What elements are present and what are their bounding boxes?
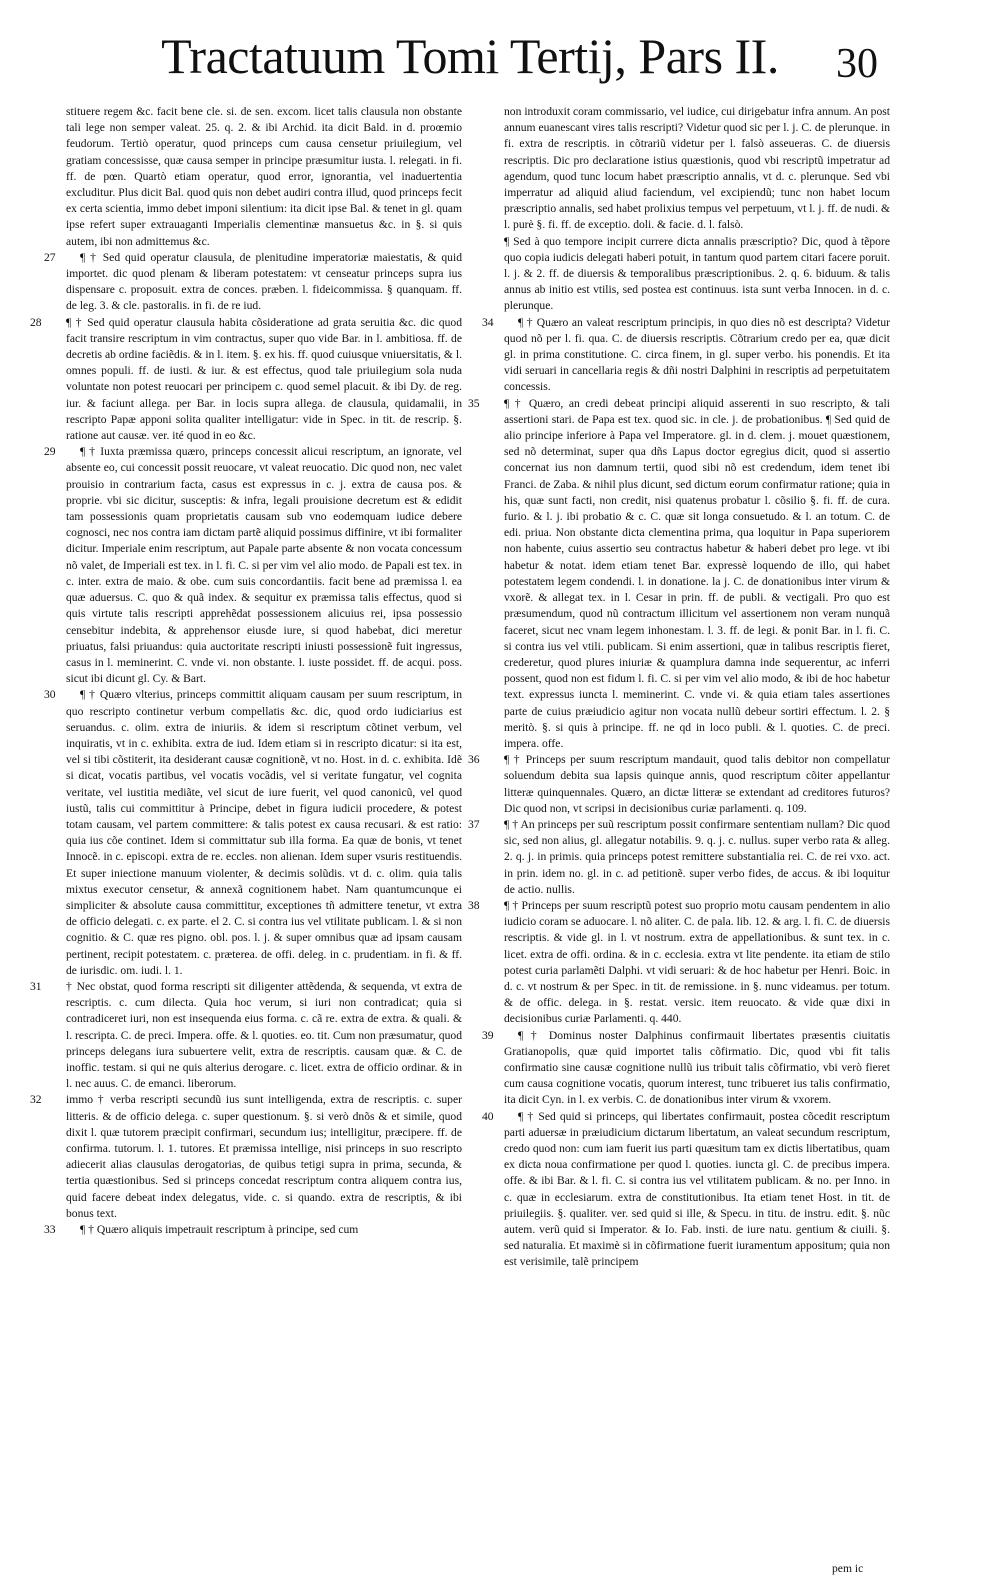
- paragraph: [482, 315, 890, 396]
- paragraph: [468, 396, 890, 752]
- section-number: 37: [468, 817, 480, 831]
- paragraph-text: ¶ † Quæro an valeat rescriptum principis, in quo dies nõ est descripta? Videtur quod nõ per l. fi. qua. C. de diuersis rescriptis. Cõtrarium credo per ea, quæ dicit gl. in prima constitutione. C. circa finem, in gl. super verbo. his ponendis. Et ita vidi seruari in cancellaria regis & dñi nostri Dalphini in rescriptis ad perpetuitatem concessis.: [504, 315, 890, 394]
- section-number: 28: [30, 315, 42, 329]
- paragraph-text: ¶ † Quæro aliquis impetrauit rescriptum à principe, sed cum: [80, 1223, 359, 1237]
- paragraph: [44, 687, 462, 979]
- running-title: Tractatuum Tomi Tertij, Pars II.: [161, 28, 779, 84]
- paragraph: [468, 752, 890, 817]
- paragraph-text: ¶ † Sed quid operatur clausula, de plenitudine imperatoriæ maiestatis, & quid importet. dic quod plenam & liberam potestatem: vt censeatur princeps supra ius dispensare c. proposuit. extra de conces. præben. l. fideicommissa. § quanquam. ff. de leg. 3. & cle. pastoralis. in fi. de re iud.: [66, 250, 462, 313]
- paragraph-text: ¶ † An princeps per suũ rescriptum possit confirmare sententiam nullam? Dic quod sic, sed non alius, gl. allegatur notabilis. 9. q. j. c. nullus. super verbo rata & alleg. 2. q. j. in primis. quia princeps potest remittere substantialia rei. C. de rei vxo. act. in prin. idem no. gl. in c. ad petitionẽ. super verbo fides, de accus. & ibi loquitur de actio. nullis.: [504, 817, 890, 896]
- section-number: 32: [30, 1093, 42, 1107]
- paragraph: [30, 979, 462, 1092]
- paragraph-text: immo † verba rescripti secundũ ius sunt intelligenda, extra de rescriptis. c. super litteris. & de officio delega. c. super questionum. §. si verò dnõs & et simile, quod dixit l. quæ tutorem præcipit confirmari, secundum ius; intelligitur, præcipere. ff. de confirma. tutorum. l. 1. tutores. Et præmissa intellige, nisi princeps in suo rescripto adiecerit alias clausulas derogatorias, de quibus tetigi supra in prima, secunda, & tertia quæstionibus. Sed si princeps concedat rescriptum contra aliquem contra ius, quid facere debeat index delegatus, vide. c. si quando. extra de rescriptis, & ibi bonus text.: [66, 1093, 462, 1220]
- paragraph: [30, 1092, 462, 1222]
- left-text-column: [30, 104, 462, 1238]
- paragraph-text: ¶ † Dominus noster Dalphinus confirmauit libertates præsentis ciuitatis Gratianopolis, quæ quid importet talis cõfirmatio. Dic, quod vbi fit talis confirmatio sine causæ cognitione nullũ ius tribuit talis cõfirmatio, vbi verò fieret cum causa cognitione vocatis, quorum interest, tunc tribueret ius talis confirmatio, ita dicit Cyn. in l. ex verbis. C. de donationibus inter virum & vxorem.: [504, 1028, 890, 1107]
- paragraph-text: ¶ † Sed quid operatur clausula habita cõsideratione ad grata seruitia &c. dic quod facit transire rescriptum in vim contractus, super quo vide Bar. in l. ambitiosa. ff. de decretis ab ordine faciẽdis. & in l. item. §. ex his. ff. quod cuiusque vniuersitatis, & l. omnes populi. ff. de iusti. & iur. & est effectus, quod tale priuilegium sola nuda voluntate non potest reuocari per principem c. quod semel placuit. & ibi Dy. de reg. iur. & faciunt allega. per Bar. in locis supra allega. de clausula, quidamalii, in rescripto Papæ apponi solita qualiter intelligatur: vide in Spec. in tit. de rescrip. §. ratione aut causæ. ver. ité quod in eo &c.: [66, 315, 462, 443]
- paragraph-text: ¶ † Iuxta præmissa quæro, princeps concessit alicui rescriptum, an ignorate, vel absente eo, cui concessit possit reuocare, vt valeat reuocatio. Dic quod non, nec valet prouisio in contrarium facta, casus est expressus in c. j. extra de causa pos. & proprie. vbi sic dicitur, susceptis: & infra, legali prouisione decretum est & edidit tam possessionis quam proprietatis causam sub vno eodemquam iudice debere cognosci, nec nos contra iam dictam partẽ aliquid possimus diffinire, vt ibi formaliter dicitur. Imperiale enim rescriptum, aut Papale parte absente & non vocata concessum nõ valet, de Imperiali est tex. in l. fi. C. si per vim vel alio modo. de Papali est tex. in c. inter. extra de maio. & obe. cum suis concordantiis. facit bene ad præmissa l. ea quæ aduersus. C. quo & quã index. & sequitur ex præmissa talis effectus, quod si quis virtute talis rescripti apprehẽdat possessionem alicuius rei, ipsa possessio censebitur indebita, & apprehensor eiusde iure, si quod habebat, dici meretur priuatus, falsi priuandus: quia auctoritate rescripti iniusti possessionẽ fuit ingressus, casus in l. meminerint. C. vnde vi. non obstante. l. iuste possidet. ff. de acqui. poss. sicut ibi dicunt gl. Cy. & Bart.: [66, 445, 462, 686]
- section-number: 27: [44, 250, 56, 264]
- paragraph: [468, 817, 890, 898]
- paragraph: [482, 1109, 890, 1271]
- catchword: pem ic: [832, 1562, 864, 1575]
- paragraph-text: non introduxit coram commissario, vel iudice, cui dirigebatur infra annum. An post annum euanescant vires talis rescripti? Videtur quod sic per l. j. C. de plerunque. in fi. extra de rescriptis. in cõtrariũ videtur per l. falsò asseueras. C. de diuersis rescriptis. Dic pro declaratione istius quæstionis, quod vbi rescriptũ impetratur ad agendum, quod tunc locum habet præscriptio annalis, vt d. c. plerunque. Sed vbi imperratur ad aliquid aliud faciendum, vel excipiendũ; tunc non habet locum præscriptio annalis, sed habet prolixius tempus vel perpetuum, vt l. j. ff. de nudi. & l. purè §. fi. ff. de exceptio. doli. & facie. d. l. falsò.: [504, 105, 890, 232]
- paragraph: [30, 315, 462, 445]
- paragraph: [44, 1222, 462, 1238]
- right-text-column: [468, 104, 890, 1271]
- paragraph: [504, 234, 890, 315]
- section-number: 31: [30, 979, 42, 993]
- section-number: 40: [482, 1109, 494, 1123]
- section-number: 36: [468, 753, 480, 767]
- section-number: 35: [468, 396, 480, 410]
- section-number: 39: [482, 1028, 494, 1042]
- paragraph-text: ¶ † Princeps per suum rescriptũ potest suo proprio motu causam pendentem in alio iudicio coram se aduocare. l. nõ aliter. C. de pala. lib. 12. & arg. l. fi. C. de diuersis rescriptis. & vide gl. in l. vt nostrum. extra de appellationibus. & sunt tex. in c. licet. extra de offi. ordina. & in c. ecclesia. extra vt lite pendente. ita etiam de stilo potest curia parlamẽti Dalphi. vt vidi seruari: & de hoc habetur per Henri. Boic. in d. c. vt nostrum & per Spec. in tit. de remissione. in §. nunc videamus. per totum. & de offic. delega. in §. restat. versic. item reuocato. & vide quæ dixi in decisionibus curiæ Parlamenti. q. 440.: [504, 898, 890, 1026]
- section-number: 29: [44, 445, 56, 459]
- paragraph-text: ¶ Sed à quo tempore incipit currere dicta annalis præscriptio? Dic, quod à tẽpore quo copia iudicis delegati haberi potuit, in tantum quod partem citari facere poruit. l. j. & 2. ff. de diuersis & temporalibus præscriptionibus. 2. q. 6. biduum. & talis annus ab initio est vtilis, sed postea est continuus. ista sunt verba Innocen. in d. c. plerunque.: [504, 234, 890, 313]
- paragraph-text: stituere regem &c. facit bene cle. si. de sen. excom. licet talis clausula non obstante tali lege non semper valeat. 25. q. 2. & ibi Archid. ita dicit Bald. in d. proœmio feudorum. Tertiò operatur, quod princeps cum causa censetur priuilegium, vel gratiam concessisse, quæ causa semper in principe præsumitur iusta. l. relegati. in fi. ff. de pœn. Quartò etiam operatur, quod error, ignorantia, vel inaduertentia excluditur. Plus dicit Bal. quod quis non debet audiri contra illud, quod princeps fecit ex certa scientia, immo debet imponi silentium: ita dicit ipse Bal. & tenet in gl. quam ipse refert super extrauaganti Imperialis clementinæ mansuetus &c. in §. si quis autem, ibi non admittemus &c.: [66, 105, 462, 248]
- paragraph: [468, 898, 890, 1028]
- section-number: 30: [44, 688, 56, 702]
- section-number: 33: [44, 1223, 56, 1237]
- paragraph: [44, 250, 462, 315]
- section-number: 38: [468, 898, 480, 912]
- paragraph-text: ¶ † Princeps per suum rescriptum mandauit, quod talis debitor non compellatur soluendum debita sua lapsis quinque annis, quod rescriptum cõiter appellantur litteræ quinquennales. Quæro, an dictæ litteræ se extendant ad creditores futuros? Dic quod non, vt scripsi in decisionibus curiæ parlamenti. q. 109.: [504, 753, 890, 815]
- page-number: 30: [836, 41, 878, 87]
- paragraph: [44, 444, 462, 687]
- paragraph-text: ¶ † Quæro, an credi debeat principi aliquid asserenti in suo rescripto, & tali assertioni stari. de Papa est tex. quod sic. in cle. j. de probationibus. ¶ Sed quid de alio principe inferiore à Papa vel Imperatore. gl. in d. clem. j. mouet quæstionem, sed nõ determinat, super qua dñs Lapus doctor egregius dicit, quod si assertio concernat ius non damnum tertii, quod sibi nõ est credendum, idem tenet ibi Franci. de Zaba. & nihil plus dicunt, sed dictum eorum confirmatur ratione; quia in his, quæ sunt facti, non credit, nisi quatenus probatur l. cõsilio §. fi. ff. de cura. furio. & l. j. ibi probatio & c. C. quæ sit longa consuetudo. & l. an totum. C. de edi. priua. Non obstante dicta clementina prima, qua loquitur in Papa superiorem non habente, cuius assertio seu contractus habetur & haberi debet pro lege. vt ibi habetur & notat. idem etiam tenet Bar. expressè loquendo de illo, qui habet potestatem legem condendi. l. in donatione. la j. C. de donationibus inter virum & vxorẽ. & allegat tex. in l. Cesar in prin. ff. de publi. & vectigali. Pro quo est præsumendum, quod nũ contractum illicitum vel assertionem non veram nunquã faceret, sicut nec vnam legem inhonestam. l. 3. ff. de legi. & ponit Bar. in l. fi. C. si contra ius vel vtili. publicam. Si enim assertioni, quæ in talibus rescriptis fieret, crederetur, quod plures iniuriæ & quamplura damna inde sequerentur, ac inferri possent, quod non est fidum l. fi. C. si per vim vel alio modo, & ibi de hoc habetur text. expressus iuncta l. meminerint. C. vnde vi. & quia etiam tales assertiones parte de cuius præiudicio agitur non vocata nullũ debeur sortiri effectum. l. 2. § meritò. §. si quis à principe. ff. ne qd in loco publi. & l. quoties. C. de preci. impera. offe.: [504, 396, 890, 750]
- section-number: 34: [482, 315, 494, 329]
- paragraph-text: † Nec obstat, quod forma rescripti sit diligenter attẽdenda, & sequenda, vt extra de rescriptis. c. cum dilecta. Quia hoc verum, si iuri non contradicat; quia si contradiceret iuri, non est insequenda eius forma. c. cã re. extra de extra. & quali. & l. rescripta. C. de preci. Impera. offe. & l. quoties. eo. tit. Cum non præsumatur, quod princeps delegans iura subuertere velit, extra de rescriptis. causam quæ. & C. de inoffic. testam. si qui ne quis alterius derogare. c. licet. extra de officio ordinar. & in l. nec auus. C. de emanci. liberorum.: [66, 979, 462, 1091]
- paragraph-text: ¶ † Sed quid si princeps, qui libertates confirmauit, postea cõcedit rescriptum parti aduersæ in præiudicium dictarum libertatum, an valeat secundum rescriptum, credo quod non: cum iam fuerit ius parti quæsitum tam ex dictis libertatibus, quam ex dicta noua confirmatione per quod l. quoties. iuncta gl. C. de precibus impera. offe. & ibi Bar. & l. fi. C. si contra ius vel vtilitatem publicam. & no. per Inno. in c. quæ in ecclesiarum. extra de constitutionibus. Ita etiam tenet Host. in tit. de priuilegiis. §. qualiter. ver. sed quid si ille, & Specu. in titu. de instru. edit. §. nũc autem. verũ quid si Imperator. & Io. Fab. insti. de iure natu. gentium & ciuili. §. sed naturalia. Et maximè si in cõfirmatione fuerit iuramentum appositum; quia non est verisimile, talẽ principem: [504, 1109, 890, 1269]
- paragraph-text: ¶ † Quæro vlterius, princeps committit aliquam causam per suum rescriptum, in quo rescripto continetur verbum compellatis &c. dic, quod ordo iudiciarius est seruandus. c. olim. extra de iniuriis. & idem si rescriptum cõtinet verbum, vel inquiratis, vt in c. exhibita. extra de iud. Idem etiam si in rescripto dicatur: si ita est, vel si tibi cõstiterit, ita desiderant causæ cognitionẽ, vt no. Host. in d. c. exhibita. Idẽ si dicat, vocatis partibus, vel vocatis vocãdis, vel si veritate fungatur, vel cognita veritate, vel iustitia mediãte, vel sicut de iure fuerit, vel quod canonicũ, vel quod iustũ, talis cui committitur à Principe, debet in figura iudicii procedere, & potest totam causam, vel partem committere: & talis potest ex causa recusari. & est ratio: quia ius cõe continet. Idem si committatur sub illa forma. Ea quæ de bonis, vt tenet Innocẽ. in c. episcopi. extra de re. eccles. non alienan. Idem super vsuris restituendis. Et super iniectione manuum violenter, & decimis solũdis. vt d. c. olim. quia talis mixtus executor censetur, & annexã cognitionem habet. Nam quantumcunque ei simpliciter & absolute causa committitur, exceptiones tñ admittere tenetur, vt extra de officio delegati. c. ex parte. el 2. C. si contra ius vel vtilitate publicam. l. & si non cognitio. & C. quæ res pigno. obl. pos. l. j. & super omnibus quæ ad ipsam causam pertinent, recipit potestatem. c. præterea. de offi. deleg. in c. prudentiam. in fi. & ff. de iurisdic. om. iudi. l. 1.: [66, 688, 462, 977]
- paragraph: [66, 104, 462, 250]
- paragraph: [482, 1028, 890, 1109]
- paragraph: [504, 104, 890, 234]
